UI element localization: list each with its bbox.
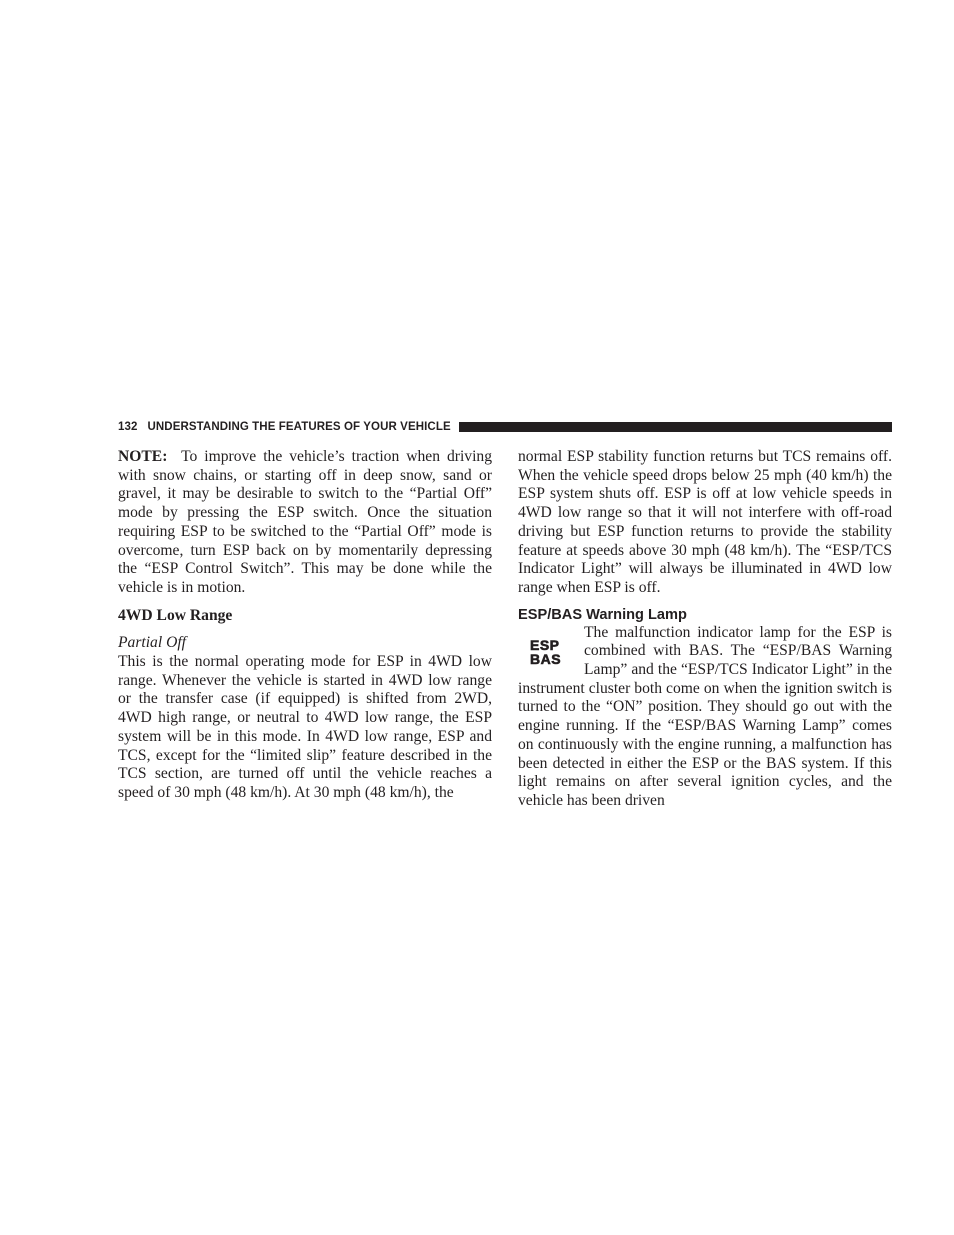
- esp-bas-warning-icon: [530, 638, 561, 666]
- heading-4wd-low-range: 4WD Low Range: [118, 606, 233, 624]
- warning-lamp-section: [518, 624, 892, 811]
- right-column: [518, 448, 892, 811]
- warning-lamp-paragraph: The malfunction indicator lamp for the ESP is combined with BAS. The “ESP/BAS Warning Lamp” and the “ESP/TCS Indicator Light” in the instrument cluster both come on when the ignition switch is turned to the “ON” position. They should go out with the engine running. If the “ESP/BAS Warning Lamp” comes on continuously with the engine running, a malfunction has been detected in either the ESP or the BAS system. If this light remains on after several ignition cycles, and the vehicle has been driven: [518, 623, 892, 809]
- note-text: To improve the vehicle’s traction when driving with snow chains, or starting off in deep snow, sand or gravel, it may be desirable to switch to the “Partial Off” mode by pressing the ESP switch. Once the situation requiring ESP to be switched to the “Partial Off” mode is overcome, turn ESP back on by momentarily depressing the “ESP Control Switch”. This may be done while the vehicle is in motion.: [118, 448, 493, 596]
- note-paragraph: [118, 448, 492, 598]
- note-label: NOTE:: [118, 448, 168, 465]
- warning-icon-container: [518, 624, 584, 680]
- left-column: [118, 448, 492, 803]
- header-rule: [459, 422, 892, 432]
- page-header: [118, 419, 892, 435]
- section-title: UNDERSTANDING THE FEATURES OF YOUR VEHICLE: [147, 421, 451, 433]
- partial-off-paragraph: This is the normal operating mode for ESP in 4WD low range. Whenever the vehicle is started in 4WD low range or the transfer case (if equipped) is shifted from 2WD, 4WD high range, or neutral to 4WD low range, the ESP system will be in this mode. In 4WD low range, ESP and TCS, except for the “limited slip” feature described in the TCS section, are turned off until the vehicle reaches a speed of 30 mph (48 km/h). At 30 mph (48 km/h), the: [118, 653, 492, 801]
- heading-partial-off: Partial Off: [118, 634, 187, 652]
- continuation-paragraph: normal ESP stability function returns but TCS remains off. When the vehicle speed drops below 25 mph (40 km/h) the ESP system shuts off. ESP is off at low vehicle speeds in 4WD low range so that it will not interfere with off-road driving but ESP function returns to provide the stability feature at speeds above 30 mph (48 km/h). The “ESP/TCS Indicator Light” will always be illuminated in 4WD low range when ESP is off.: [518, 448, 892, 596]
- page-number: 132: [118, 421, 138, 433]
- icon-line-esp: ESP: [530, 636, 560, 653]
- icon-line-bas: BAS: [530, 650, 562, 667]
- heading-esp-bas-warning-lamp: ESP/BAS Warning Lamp: [518, 606, 687, 623]
